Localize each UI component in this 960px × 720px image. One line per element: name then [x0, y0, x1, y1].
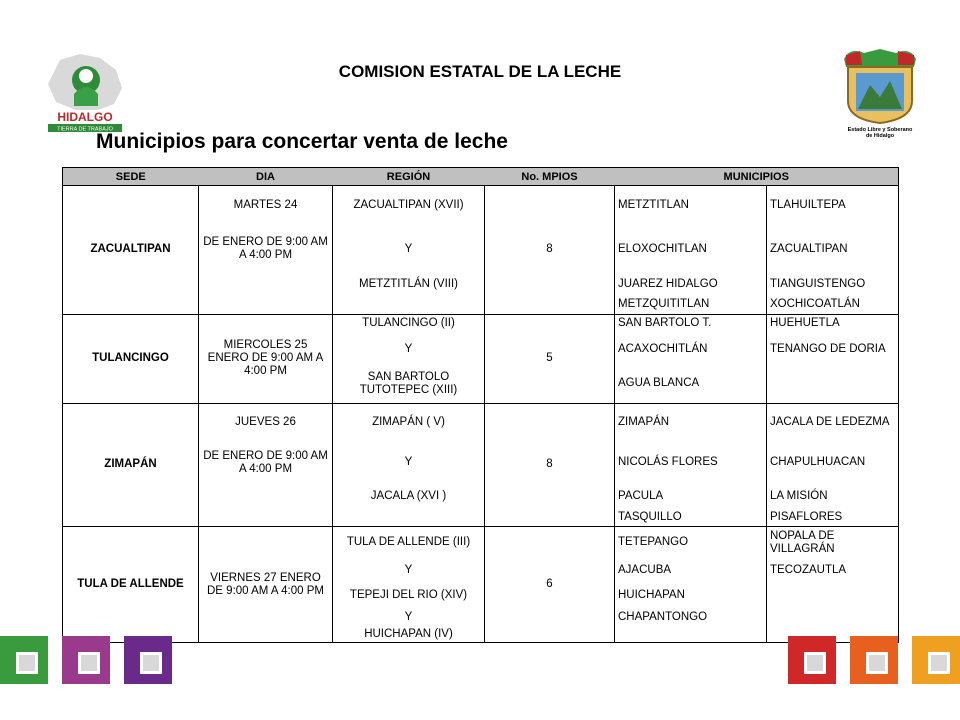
municipio-cell: NOPALA DE VILLAGRÁN [767, 527, 899, 559]
dia-cell: MARTES 24 [199, 186, 333, 226]
municipio-cell: TENANGO DE DORIA [767, 333, 899, 365]
region-cell: Y [333, 333, 485, 365]
sede-cell: TULANCINGO [63, 314, 199, 403]
header-sede: SEDE [63, 168, 199, 186]
municipio-cell: METZTITLAN [615, 186, 767, 226]
region-cell: ZIMAPÁN ( V) [333, 403, 485, 441]
region-cell: HUICHAPAN (IV) [333, 626, 485, 642]
region-cell: Y [333, 558, 485, 581]
header-dia: DIA [199, 168, 333, 186]
dia-cell: DE ENERO DE 9:00 AM A 4:00 PM [199, 442, 333, 485]
municipio-cell: NICOLÁS FLORES [615, 442, 767, 485]
municipio-cell: ACAXOCHITLÁN [615, 333, 767, 365]
table-row [63, 186, 899, 226]
municipio-cell: JACALA DE LEDEZMA [767, 403, 899, 441]
municipio-cell: ELOXOCHITLAN [615, 226, 767, 273]
municipio-cell: HUICHAPAN [615, 582, 767, 610]
sede-cell: ZIMAPÁN [63, 403, 199, 526]
municipio-cell: METZQUITITLAN [615, 296, 767, 314]
coat-caption-1: Estado Libre y Soberano [847, 127, 913, 133]
municipio-cell: TLAHUILTEPA [767, 186, 899, 226]
municipio-cell: ZACUALTIPAN [767, 226, 899, 273]
coat-of-arms-logo [840, 45, 920, 140]
header-mpios: No. MPIOS [485, 168, 615, 186]
footer-square-green [0, 636, 48, 684]
region-cell: TULA DE ALLENDE (III) [333, 527, 485, 559]
municipio-cell: TASQUILLO [615, 510, 767, 527]
schedule-table [62, 167, 899, 643]
region-cell: JACALA (XVI ) [333, 484, 485, 510]
page-subtitle: Municipios para concertar venta de leche [96, 130, 508, 153]
logo-left-text: HIDALGO [57, 110, 113, 124]
region-cell: TEPEJI DEL RIO (XIV) [333, 582, 485, 610]
sede-cell: TULA DE ALLENDE [77, 578, 184, 591]
dia-cell: JUEVES 26 [199, 403, 333, 441]
dia-cell: MIERCOLES 25 ENERO DE 9:00 AM A 4:00 PM [199, 314, 333, 403]
footer-square-purple [124, 636, 172, 684]
coat-caption-2: de Hidalgo [865, 133, 895, 139]
municipio-cell: CHAPANTONGO [615, 609, 767, 626]
table-row [63, 314, 899, 333]
logo-left-tagline: TIERRA DE TRABAJO [57, 126, 113, 133]
header-municipios: MUNICIPIOS [615, 168, 899, 186]
municipio-cell: TECOZAUTLA [767, 558, 899, 581]
footer-square-yellow [912, 636, 960, 684]
page-title: COMISION ESTATAL DE LA LECHE [338, 62, 622, 81]
region-cell: Y [333, 226, 485, 273]
region-cell: Y [333, 609, 485, 626]
region-cell: Y [333, 442, 485, 485]
dia-cell: DE ENERO DE 9:00 AM A 4:00 PM [199, 226, 333, 273]
municipio-cell: TIANGUISTENGO [767, 273, 899, 296]
region-cell: METZTITLÁN (VIII) [333, 273, 485, 296]
footer-square-red [788, 636, 836, 684]
dia-cell: VIERNES 27 ENERO DE 9:00 AM A 4:00 PM [199, 527, 333, 643]
municipio-cell: SAN BARTOLO T. [615, 314, 767, 333]
sede-cell: ZACUALTIPAN [63, 186, 199, 315]
mpios-cell: 8 [485, 186, 615, 315]
municipio-cell: HUEHUETLA [767, 314, 899, 333]
footer-square-magenta [62, 636, 110, 684]
municipio-cell: JUAREZ HIDALGO [615, 273, 767, 296]
municipio-cell: PACULA [615, 484, 767, 510]
table-header-row [63, 168, 899, 186]
municipio-cell: LA MISIÓN [767, 484, 899, 510]
municipio-cell: TETEPANGO [615, 527, 767, 559]
table-row [63, 403, 899, 441]
municipio-cell: AGUA BLANCA [615, 365, 767, 403]
mpios-cell: 6 [485, 527, 615, 643]
region-cell: SAN BARTOLO TUTOTEPEC (XIII) [333, 365, 485, 403]
municipio-cell: PISAFLORES [767, 510, 899, 527]
municipio-cell: AJACUBA [615, 558, 767, 581]
municipio-cell: XOCHICOATLÁN [767, 296, 899, 314]
table-row [63, 527, 899, 559]
mpios-cell: 8 [485, 403, 615, 526]
municipio-cell: CHAPULHUACAN [767, 442, 899, 485]
mpios-cell: 5 [485, 314, 615, 403]
municipio-cell: ZIMAPÁN [615, 403, 767, 441]
region-cell: TULANCINGO (II) [333, 314, 485, 333]
header-region: REGIÓN [333, 168, 485, 186]
footer-square-orange [850, 636, 898, 684]
region-cell: ZACUALTIPAN (XVII) [333, 186, 485, 226]
